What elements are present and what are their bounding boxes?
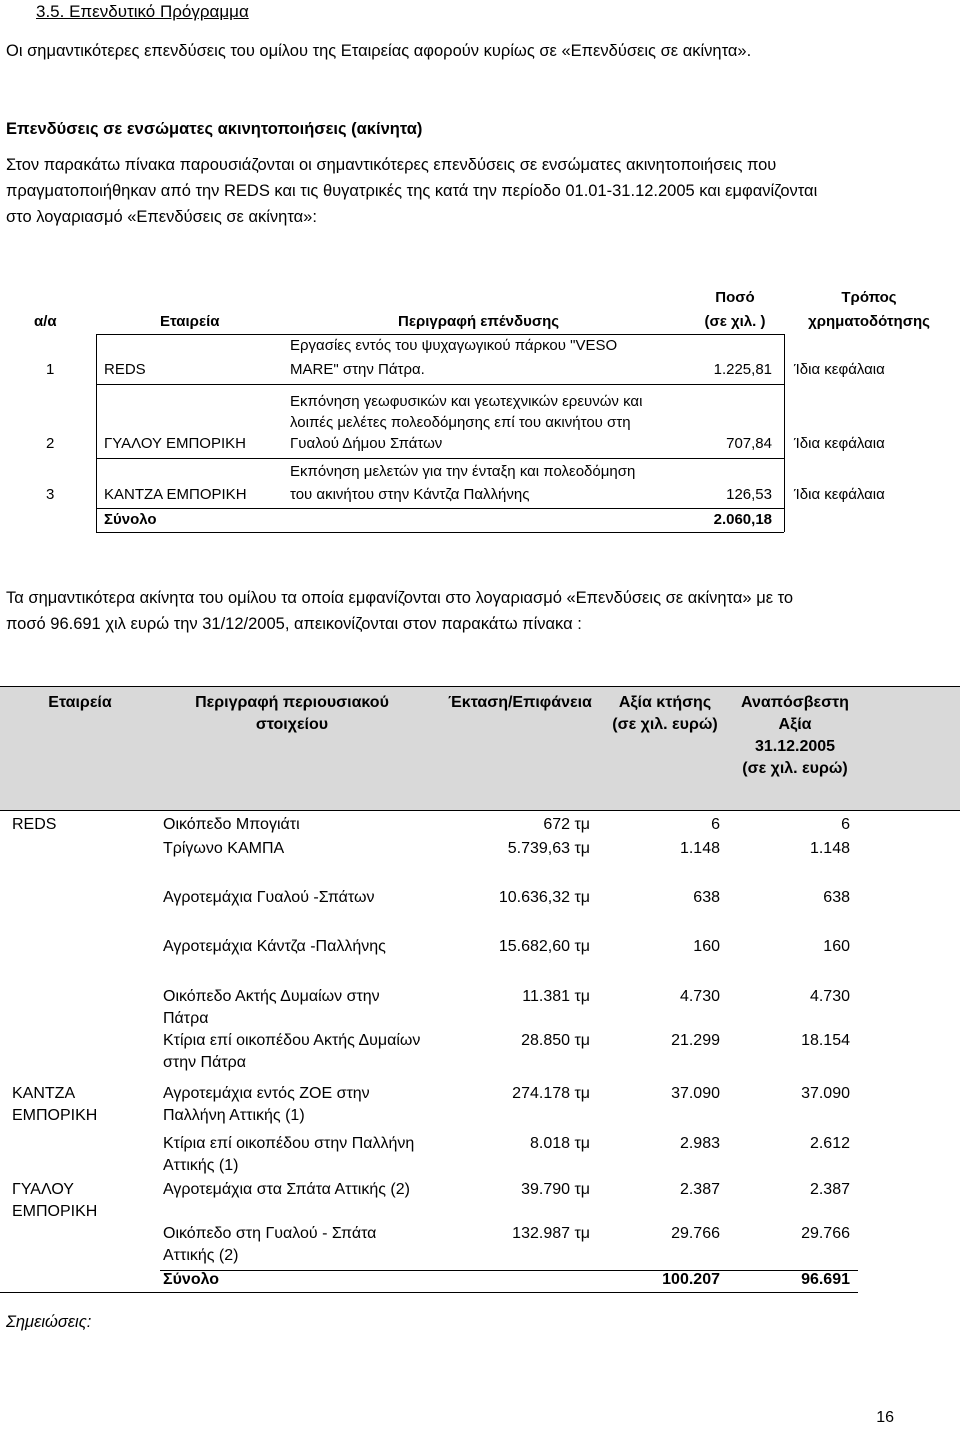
row-area: 5.739,63 τμ [507,840,590,857]
row-area: 10.636,32 τμ [498,889,590,906]
row-depreciated: 4.730 [809,988,850,1005]
row-acquisition: 21.299 [671,1032,720,1049]
row-company: REDS [12,816,57,833]
header-amount: Ποσό [715,289,755,306]
row-area: 672 τμ [543,816,590,833]
header-description: Περιγραφή επένδυσης [398,313,560,330]
row-description: Εκπόνηση γεωφυσικών και γεωτεχνικών ερευνών και [290,393,643,410]
total-label: Σύνολο [163,1271,220,1288]
header-aa: α/α [34,313,57,330]
row-amount: 126,53 [726,486,772,503]
frame-right [784,334,785,532]
row-depreciated: 160 [823,938,850,955]
row-description: MARE" στην Πάτρα. [290,361,425,378]
row-description: Τρίγωνο ΚΑΜΠΑ [163,840,285,857]
row-area: 28.850 τμ [521,1032,590,1049]
header-area: Έκταση/Επιφάνεια [448,694,592,711]
row-description: Οικόπεδο Ακτής Δυμαίων στην [163,988,380,1005]
row-acquisition: 638 [693,889,720,906]
row-acquisition: 37.090 [671,1085,720,1102]
frame-left [96,334,97,532]
intro-paragraph: Οι σημαντικότερες επενδύσεις του ομίλου της Εταιρείας αφορούν κυρίως σε «Επενδύσεις σε ακίνητα». [6,42,752,60]
row-description: Παλλήνη Αττικής (1) [163,1107,305,1124]
row-company: ΓΥΑΛΟΥ ΕΜΠΟΡΙΚΗ [104,435,246,452]
row-company: ΓΥΑΛΟΥ [12,1181,74,1198]
frame-bottom [96,532,784,533]
row-aa: 1 [46,361,55,378]
row-company: ΕΜΠΟΡΙΚΗ [12,1203,98,1220]
paragraph-line: Στον παρακάτω πίνακα παρουσιάζονται οι σημαντικότερες επενδύσεις σε ενσώματες ακινητοποιήσεις που [6,156,777,174]
row-description: Εργασίες εντός του ψυχαγωγικού πάρκου "VESO [290,337,618,354]
total-amount: 2.060,18 [713,511,772,528]
header-depreciated-2: Αξία [778,716,812,733]
paragraph-line: πραγματοποιήθηκαν από την REDS και τις θυγατρικές της κατά την περίοδο 01.01-31.12.2005 και εμφανίζονται [6,182,818,200]
header-amount-unit: (σε χιλ. ) [704,313,766,330]
total-label: Σύνολο [104,511,157,528]
row-description: Αγροτεμάχια στα Σπάτα Αττικής (2) [163,1181,410,1198]
row-area: 15.682,60 τμ [498,938,590,955]
row-area: 11.381 τμ [522,988,590,1005]
row-description: Πάτρα [163,1010,209,1027]
row-description: Εκπόνηση μελετών για την ένταξη και πολεοδόμηση [290,463,636,480]
row-description: Αγροτεμάχια Κάντζα -Παλλήνης [163,938,386,955]
row-acquisition: 29.766 [671,1225,720,1242]
row-description: Αττικής (2) [163,1247,239,1264]
page-number: 16 [876,1409,894,1426]
section-heading: 3.5. Επενδυτικό Πρόγραμμα [36,2,249,21]
row-depreciated: 1.148 [809,840,850,857]
paragraph-line: ποσό 96.691 χιλ ευρώ την 31/12/2005, απεικονίζονται στον παρακάτω πίνακα : [6,615,582,633]
row-acquisition: 1.148 [679,840,720,857]
row-description: στην Πάτρα [163,1054,247,1071]
row-amount: 707,84 [726,435,772,452]
row-aa: 3 [46,486,55,503]
paragraph-line: Τα σημαντικότερα ακίνητα του ομίλου τα οποία εμφανίζονται στο λογαριασμό «Επενδύσεις σε ακίνητα» με το [6,589,794,607]
row-description: Αγροτεμάχια εντός ΖΟΕ στην [163,1085,370,1102]
total-rule-bottom [0,1292,858,1293]
paragraph-line: στο λογαριασμό «Επενδύσεις σε ακίνητα»: [6,208,317,226]
header-acquisition-2: (σε χιλ. ευρώ) [612,716,718,733]
row-financing: Ίδια κεφάλαια [794,361,885,378]
row-acquisition: 6 [711,816,720,833]
row-depreciated: 2.612 [809,1135,850,1152]
row-description: λοιπές μελέτες πολεοδόμησης επί του ακινήτου στη [290,414,631,431]
row-financing: Ίδια κεφάλαια [794,486,885,503]
notes-label: Σημειώσεις: [6,1313,92,1331]
row-company: REDS [104,361,146,378]
total-rule-top [160,1270,858,1271]
row-acquisition: 4.730 [679,988,720,1005]
header-depreciated: Αναπόσβεστη [741,694,849,711]
row-depreciated: 18.154 [801,1032,850,1049]
row-depreciated: 29.766 [801,1225,850,1242]
header-financing: Τρόπος [841,289,897,306]
row-description: Γυαλού Δήμου Σπάτων [290,435,443,452]
total-acquisition: 100.207 [662,1271,720,1288]
row-acquisition: 2.983 [679,1135,720,1152]
row-description: Αγροτεμάχια Γυαλού -Σπάτων [163,889,375,906]
row-depreciated: 6 [841,816,850,833]
row-depreciated: 37.090 [801,1085,850,1102]
row-depreciated: 638 [823,889,850,906]
header-company: Εταιρεία [48,694,112,711]
row-aa: 2 [46,435,55,452]
row-area: 39.790 τμ [521,1181,590,1198]
row-description: Οικόπεδο Μπογιάτι [163,816,300,833]
row-acquisition: 2.387 [679,1181,720,1198]
row-description: Κτίρια επί οικοπέδου στην Παλλήνη [163,1135,415,1152]
sub-heading: Επενδύσεις σε ενσώματες ακινητοποιήσεις (ακίνητα) [6,120,423,138]
header-acquisition: Αξία κτήσης [618,694,712,711]
total-depreciated: 96.691 [801,1271,850,1288]
row-company: ΚΑΝΤΖΑ [12,1085,76,1102]
row-area: 8.018 τμ [529,1135,590,1152]
row-rule [96,384,784,385]
header-company: Εταιρεία [160,313,220,330]
row-company: ΚΑΝΤΖΑ ΕΜΠΟΡΙΚΗ [104,486,247,503]
row-description: Οικόπεδο στη Γυαλού - Σπάτα [163,1225,377,1242]
row-depreciated: 2.387 [809,1181,850,1198]
header-depreciated-4: (σε χιλ. ευρώ) [742,760,848,777]
row-description: του ακινήτου στην Κάντζα Παλλήνης [290,486,530,503]
row-description: Αττικής (1) [163,1157,239,1174]
header-description: Περιγραφή περιουσιακού [195,694,389,711]
row-area: 274.178 τμ [512,1085,590,1102]
header-depreciated-3: 31.12.2005 [754,738,836,755]
row-company: ΕΜΠΟΡΙΚΗ [12,1107,98,1124]
header-description-2: στοιχείου [255,716,329,733]
row-amount: 1.225,81 [713,361,772,378]
header-financing-2: χρηματοδότησης [808,313,930,330]
row-rule [96,458,784,459]
row-description: Κτίρια επί οικοπέδου Ακτής Δυμαίων [163,1032,421,1049]
row-acquisition: 160 [693,938,720,955]
property-table-header [0,686,960,811]
row-financing: Ίδια κεφάλαια [794,435,885,452]
row-area: 132.987 τμ [512,1225,590,1242]
